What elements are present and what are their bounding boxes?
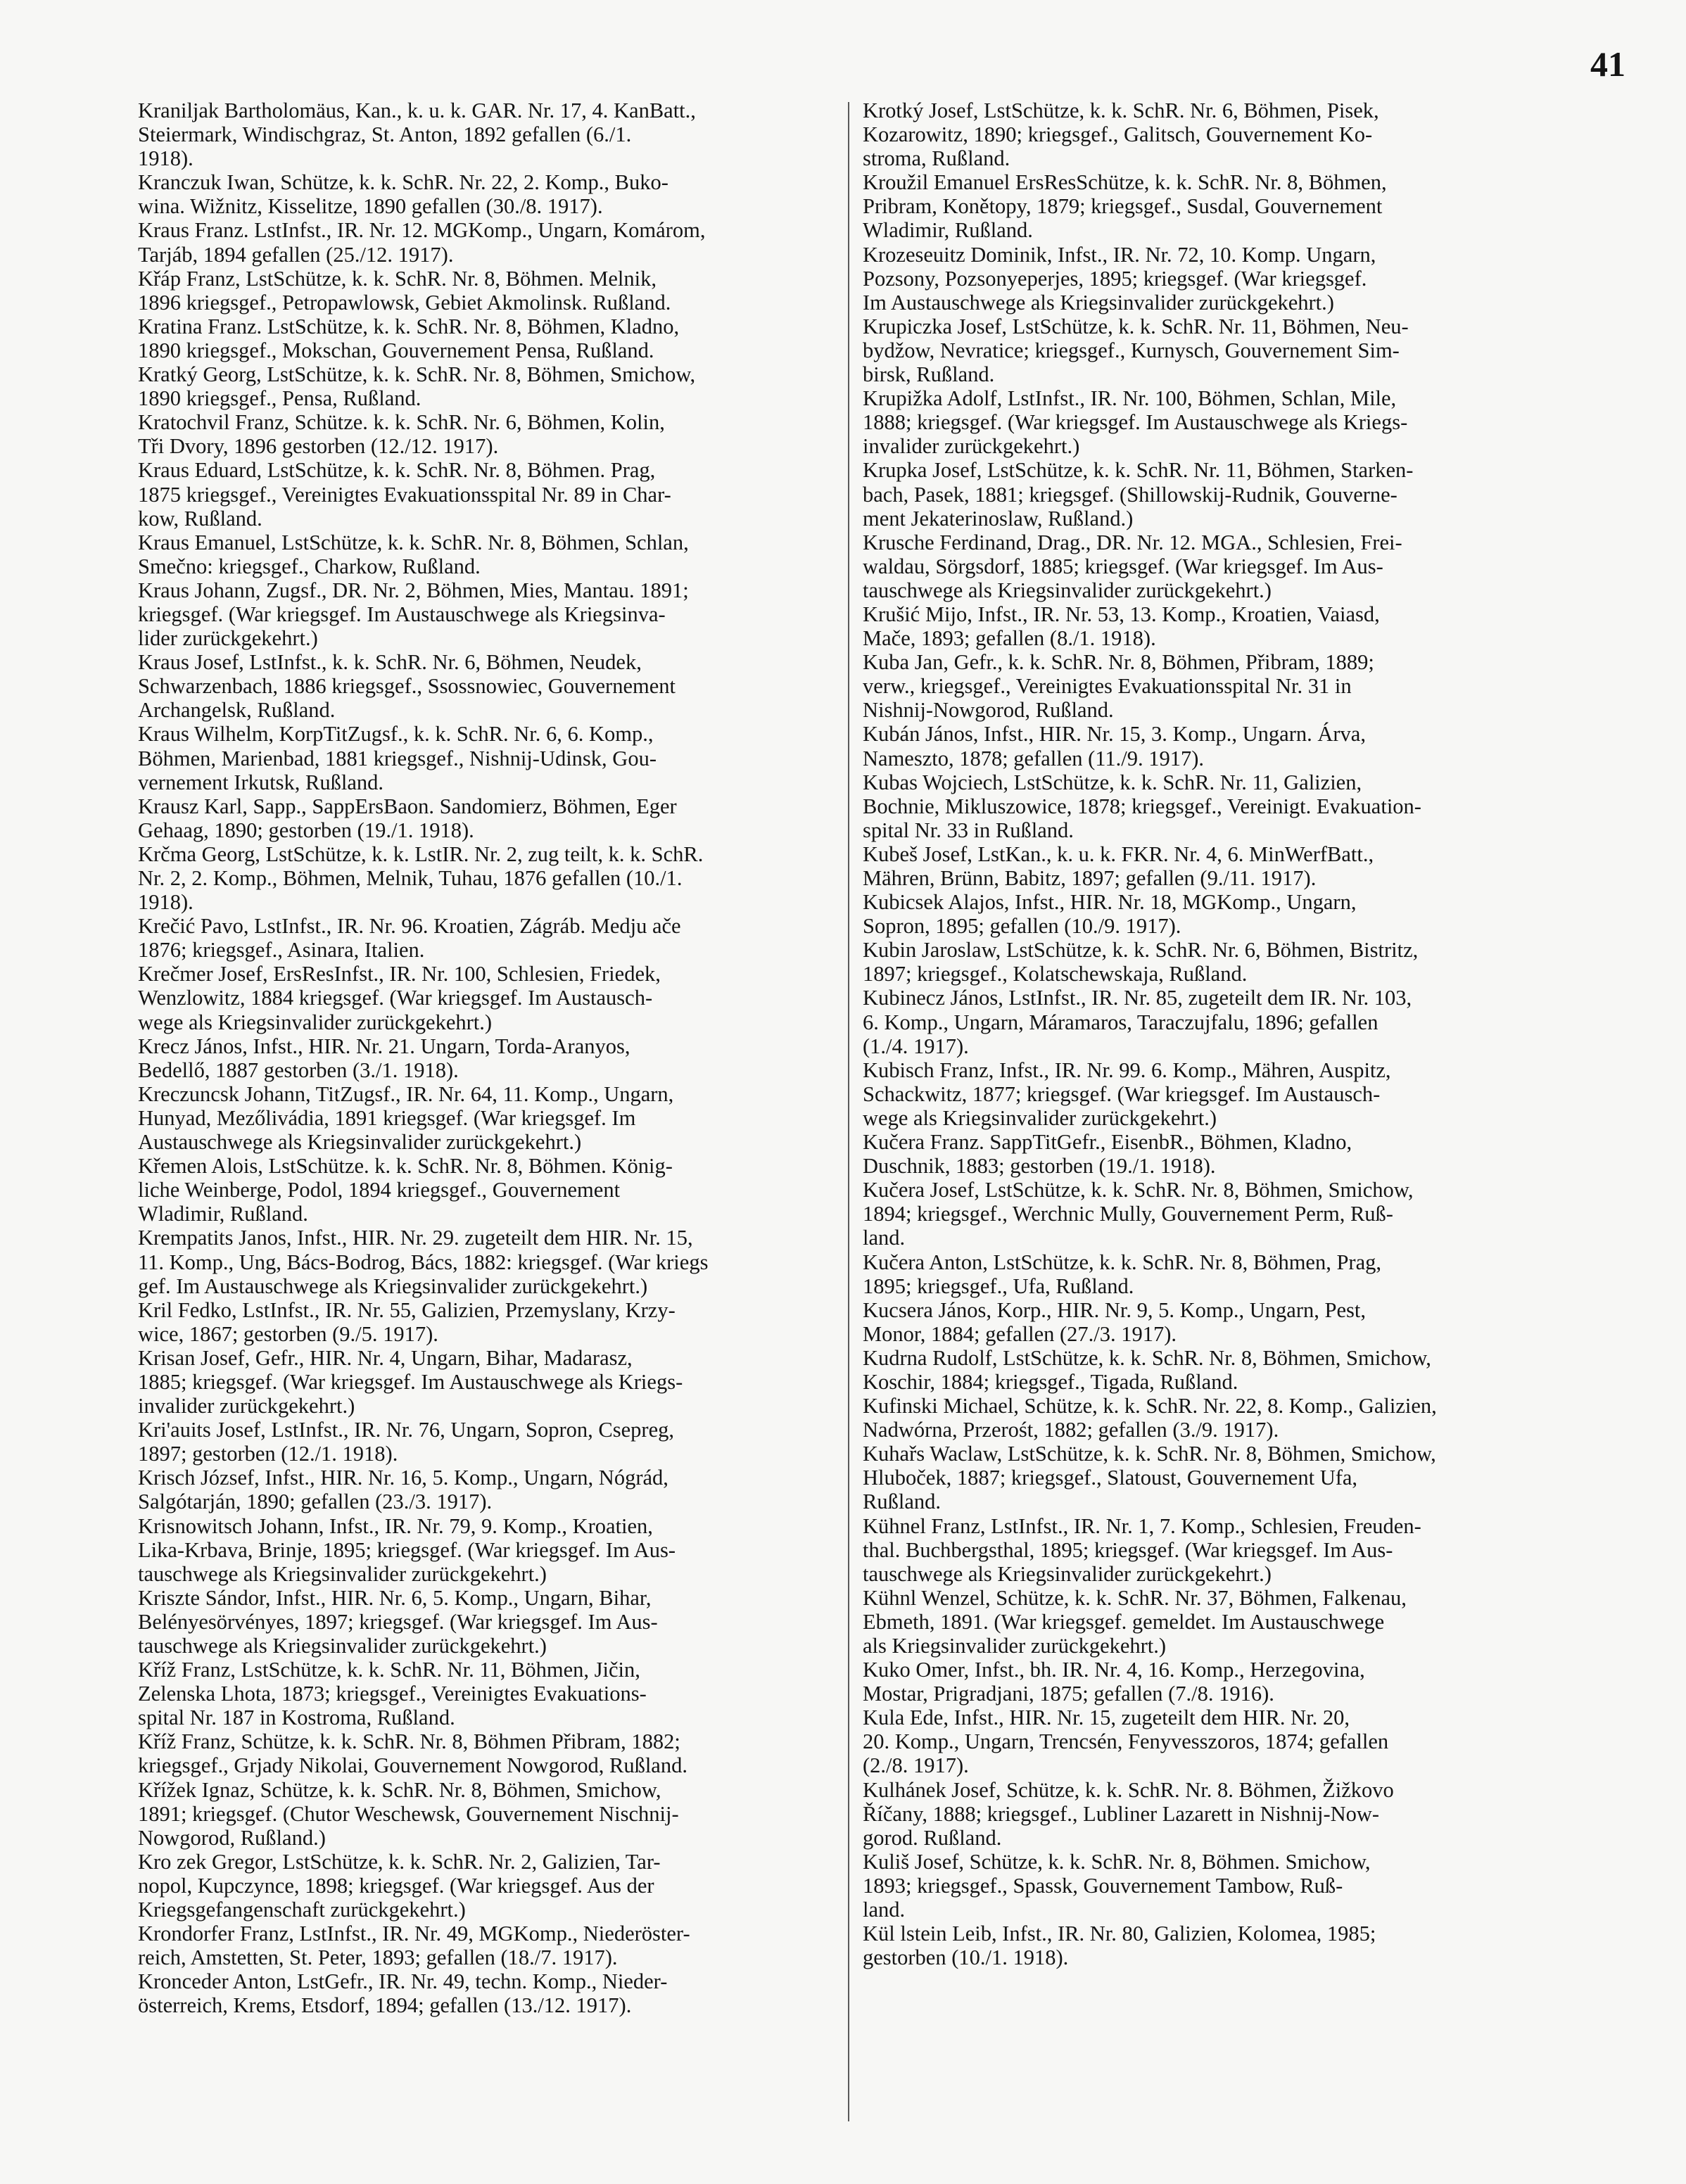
text-line: Pozsony, Pozsonyeperjes, 1895; kriegsgef. (War kriegsgef. bbox=[863, 266, 1367, 291]
text-line: als Kriegsinvalider zurückgekehrt.) bbox=[863, 1634, 1167, 1658]
text-line: Krupižka Adolf, LstInfst., IR. Nr. 100, Böhmen, Schlan, Mile, bbox=[863, 386, 1397, 411]
text-line: Hunyad, Mezőlivádia, 1891 kriegsgef. (War kriegsgef. Im bbox=[138, 1105, 636, 1130]
text-line: Kučera Josef, LstSchütze, k. k. SchR. Nr. 8, Böhmen, Smichow, bbox=[863, 1178, 1414, 1202]
text-line: Kučera Franz. SappTitGefr., EisenbR., Böhmen, Kladno, bbox=[863, 1130, 1352, 1155]
text-line: Austauschwege als Kriegsinvalider zurückgekehrt.) bbox=[138, 1130, 582, 1155]
text-line: tauschwege als Kriegsinvalider zurückgekehrt.) bbox=[863, 1561, 1272, 1586]
text-line: Křáp Franz, LstSchütze, k. k. SchR. Nr. 8, Böhmen. Melnik, bbox=[138, 266, 657, 291]
text-line: Krupka Josef, LstSchütze, k. k. SchR. Nr. 11, Böhmen, Starken- bbox=[863, 458, 1414, 483]
text-line: Tři Dvory, 1896 gestorben (12./12. 1917). bbox=[138, 434, 499, 459]
text-line: Nishnij-Nowgorod, Rußland. bbox=[863, 698, 1114, 723]
text-line: Kříž Franz, Schütze, k. k. SchR. Nr. 8, Böhmen Přibram, 1882; bbox=[138, 1729, 680, 1754]
text-line: thal. Buchbergsthal, 1895; kriegsgef. (War kriegsgef. Im Aus- bbox=[863, 1537, 1393, 1562]
text-line: ment Jekaterinoslaw, Rußland.) bbox=[863, 506, 1134, 531]
text-line: Duschnik, 1883; gestorben (19./1. 1918). bbox=[863, 1154, 1216, 1179]
text-line: Krečić Pavo, LstInfst., IR. Nr. 96. Kroatien, Zágráb. Medju ače bbox=[138, 914, 681, 939]
text-line: Smečno: kriegsgef., Charkow, Rußland. bbox=[138, 554, 481, 578]
text-line: Krausz Karl, Sapp., SappErsBaon. Sandomierz, Böhmen, Eger bbox=[138, 794, 677, 818]
text-line: Kubicsek Alajos, Infst., HIR. Nr. 18, MGKomp., Ungarn, bbox=[863, 890, 1357, 915]
text-line: Kriszte Sándor, Infst., HIR. Nr. 6, 5. Komp., Ungarn, Bihar, bbox=[138, 1585, 652, 1610]
text-line: Kroužil Emanuel ErsResSchütze, k. k. SchR. Nr. 8, Böhmen, bbox=[863, 170, 1387, 195]
text-line: Kubinecz János, LstInfst., IR. Nr. 85, zugeteilt dem IR. Nr. 103, bbox=[863, 986, 1412, 1010]
text-line: Krozeseuitz Dominik, Infst., IR. Nr. 72, 10. Komp. Ungarn, bbox=[863, 242, 1376, 267]
text-line: Ebmeth, 1891. (War kriegsgef. gemeldet. Im Austauschwege bbox=[863, 1609, 1385, 1634]
text-line: Kraus Josef, LstInfst., k. k. SchR. Nr. 6, Böhmen, Neudek, bbox=[138, 650, 642, 675]
text-line: Kufinski Michael, Schütze, k. k. SchR. Nr. 22, 8. Komp., Galizien, bbox=[863, 1394, 1437, 1418]
text-line: invalider zurückgekehrt.) bbox=[863, 434, 1080, 459]
text-line: Gehaag, 1890; gestorben (19./1. 1918). bbox=[138, 818, 474, 842]
text-line: Kratina Franz. LstSchütze, k. k. SchR. Nr. 8, Böhmen, Kladno, bbox=[138, 314, 680, 338]
text-line: Křížek Ignaz, Schütze, k. k. SchR. Nr. 8, Böhmen, Smichow, bbox=[138, 1777, 661, 1802]
text-line: vernement Irkutsk, Rußland. bbox=[138, 770, 384, 794]
text-line: Kubeš Josef, LstKan., k. u. k. FKR. Nr. 4, 6. MinWerfBatt., bbox=[863, 842, 1374, 866]
text-line: 20. Komp., Ungarn, Trencsén, Fenyvesszoros, 1874; gefallen bbox=[863, 1729, 1389, 1754]
text-line: Krupiczka Josef, LstSchütze, k. k. SchR. Nr. 11, Böhmen, Neu- bbox=[863, 314, 1409, 338]
page-number: 41 bbox=[1590, 44, 1625, 84]
text-line: Hluboček, 1887; kriegsgef., Slatoust, Gouvernement Ufa, bbox=[863, 1466, 1358, 1490]
text-line: Wladimir, Rußland. bbox=[863, 218, 1033, 243]
text-line: Sopron, 1895; gefallen (10./9. 1917). bbox=[863, 914, 1181, 939]
text-line: stroma, Rußland. bbox=[863, 146, 1010, 171]
text-line: Krotký Josef, LstSchütze, k. k. SchR. Nr. 6, Böhmen, Pisek, bbox=[863, 99, 1379, 122]
text-line: Kühnel Franz, LstInfst., IR. Nr. 1, 7. Komp., Schlesien, Freuden- bbox=[863, 1513, 1421, 1538]
text-line: (2./8. 1917). bbox=[863, 1753, 969, 1778]
text-line: Kranczuk Iwan, Schütze, k. k. SchR. Nr. 22, 2. Komp., Buko- bbox=[138, 170, 668, 195]
text-line: Kula Ede, Infst., HIR. Nr. 15, zugeteilt dem HIR. Nr. 20, bbox=[863, 1706, 1350, 1730]
text-line: bydžow, Nevratice; kriegsgef., Kurnysch, Gouvernement Sim- bbox=[863, 338, 1400, 362]
text-line: Kril Fedko, LstInfst., IR. Nr. 55, Galizien, Przemyslany, Krzy- bbox=[138, 1297, 676, 1322]
text-line: tauschwege als Kriegsinvalider zurückgekehrt.) bbox=[863, 578, 1272, 602]
text-line: verw., kriegsgef., Vereinigtes Evakuationsspital Nr. 31 in bbox=[863, 674, 1352, 699]
text-line: gestorben (10./1. 1918). bbox=[863, 1945, 1069, 1970]
text-line: bach, Pasek, 1881; kriegsgef. (Shillowskij-Rudnik, Gouverne- bbox=[863, 482, 1397, 507]
text-line: Krečmer Josef, ErsResInfst., IR. Nr. 100, Schlesien, Friedek, bbox=[138, 962, 661, 986]
text-line: 1890 kriegsgef., Mokschan, Gouvernement Pensa, Rußland. bbox=[138, 338, 654, 362]
text-line: Archangelsk, Rußland. bbox=[138, 698, 336, 723]
text-line: Kubin Jaroslaw, LstSchütze, k. k. SchR. Nr. 6, Böhmen, Bistritz, bbox=[863, 938, 1419, 963]
text-line: reich, Amstetten, St. Peter, 1893; gefallen (18./7. 1917). bbox=[138, 1945, 618, 1970]
text-line: Kubas Wojciech, LstSchütze, k. k. SchR. Nr. 11, Galizien, bbox=[863, 770, 1362, 794]
text-line: 6. Komp., Ungarn, Máramaros, Taraczujfalu, 1896; gefallen bbox=[863, 1010, 1378, 1034]
text-line: Kri'auits Josef, LstInfst., IR. Nr. 76, Ungarn, Sopron, Csepreg, bbox=[138, 1418, 674, 1442]
text-line: Schwarzenbach, 1886 kriegsgef., Ssossnowiec, Gouvernement bbox=[138, 674, 676, 699]
text-line: 1918). bbox=[138, 890, 194, 915]
text-line: 1897; gestorben (12./1. 1918). bbox=[138, 1442, 398, 1466]
text-line: Krčma Georg, LstSchütze, k. k. LstIR. Nr. 2, zug teilt, k. k. SchR. bbox=[138, 842, 704, 866]
text-line: 1891; kriegsgef. (Chutor Weschewsk, Gouvernement Nischnij- bbox=[138, 1801, 679, 1826]
text-line: tauschwege als Kriegsinvalider zurückgekehrt.) bbox=[138, 1561, 547, 1586]
text-line: 1885; kriegsgef. (War kriegsgef. Im Austauschwege als Kriegs- bbox=[138, 1369, 683, 1394]
text-line: wege als Kriegsinvalider zurückgekehrt.) bbox=[138, 1010, 493, 1034]
text-line: Nadwórna, Przerośt, 1882; gefallen (3./9. 1917). bbox=[863, 1418, 1279, 1442]
text-line: Říčany, 1888; kriegsgef., Lubliner Lazarett in Nishnij-Now- bbox=[863, 1801, 1380, 1826]
text-line: Kucsera János, Korp., HIR. Nr. 9, 5. Komp., Ungarn, Pest, bbox=[863, 1297, 1366, 1322]
text-line: Rußland. bbox=[863, 1490, 941, 1514]
text-line: Kraus Wilhelm, KorpTitZugsf., k. k. SchR. Nr. 6, 6. Komp., bbox=[138, 722, 654, 747]
text-line: Kraus Johann, Zugsf., DR. Nr. 2, Böhmen, Mies, Mantau. 1891; bbox=[138, 578, 689, 602]
text-line: Kříž Franz, LstSchütze, k. k. SchR. Nr. 11, Böhmen, Jičin, bbox=[138, 1658, 640, 1682]
text-line: Zelenska Lhota, 1873; kriegsgef., Vereinigtes Evakuations- bbox=[138, 1682, 647, 1706]
text-line: Kühnl Wenzel, Schütze, k. k. SchR. Nr. 37, Böhmen, Falkenau, bbox=[863, 1585, 1407, 1610]
text-line: waldau, Sörgsdorf, 1885; kriegsgef. (War kriegsgef. Im Aus- bbox=[863, 554, 1383, 578]
text-line: Schackwitz, 1877; kriegsgef. (War kriegsgef. Im Austausch- bbox=[863, 1081, 1381, 1106]
text-line: 1890 kriegsgef., Pensa, Rußland. bbox=[138, 386, 422, 411]
text-line: tauschwege als Kriegsinvalider zurückgekehrt.) bbox=[138, 1634, 547, 1658]
text-line: invalider zurückgekehrt.) bbox=[138, 1394, 355, 1418]
text-line: Böhmen, Marienbad, 1881 kriegsgef., Nishnij-Udinsk, Gou- bbox=[138, 746, 657, 770]
text-line: Pribram, Konětopy, 1879; kriegsgef., Susdal, Gouvernement bbox=[863, 194, 1383, 219]
text-line: 1888; kriegsgef. (War kriegsgef. Im Austauschwege als Kriegs- bbox=[863, 410, 1408, 435]
text-line: Steiermark, Windischgraz, St. Anton, 1892 gefallen (6./1. bbox=[138, 122, 632, 147]
text-line: Krempatits Janos, Infst., HIR. Nr. 29. zugeteilt dem HIR. Nr. 15, bbox=[138, 1226, 693, 1250]
text-line: spital Nr. 187 in Kostroma, Rußland. bbox=[138, 1706, 455, 1730]
text-line: 1896 kriegsgef., Petropawlowsk, Gebiet Akmolinsk. Rußland. bbox=[138, 290, 671, 315]
text-line: kow, Rußland. bbox=[138, 506, 262, 531]
text-line: Kratochvil Franz, Schütze. k. k. SchR. Nr. 6, Böhmen, Kolin, bbox=[138, 410, 665, 435]
text-line: nopol, Kupczynce, 1898; kriegsgef. (War kriegsgef. Aus der bbox=[138, 1873, 654, 1898]
text-line: Kuba Jan, Gefr., k. k. SchR. Nr. 8, Böhmen, Přibram, 1889; bbox=[863, 650, 1374, 675]
text-line: Koschir, 1884; kriegsgef., Tigada, Rußland. bbox=[863, 1369, 1238, 1394]
text-line: Kuko Omer, Infst., bh. IR. Nr. 4, 16. Komp., Herzegovina, bbox=[863, 1658, 1365, 1682]
text-line: liche Weinberge, Podol, 1894 kriegsgef., Gouvernement bbox=[138, 1178, 621, 1202]
text-line: Belényesörvényes, 1897; kriegsgef. (War kriegsgef. Im Aus- bbox=[138, 1609, 658, 1634]
text-line: gef. Im Austauschwege als Kriegsinvalider zurückgekehrt.) bbox=[138, 1274, 648, 1298]
text-line: Mostar, Prigradjani, 1875; gefallen (7./8. 1916). bbox=[863, 1682, 1274, 1706]
text-line: Kronceder Anton, LstGefr., IR. Nr. 49, techn. Komp., Nieder- bbox=[138, 1969, 668, 1994]
text-line: land. bbox=[863, 1898, 906, 1922]
text-line: österreich, Krems, Etsdorf, 1894; gefallen (13./12. 1917). bbox=[138, 1993, 632, 2018]
text-line: Mähren, Brünn, Babitz, 1897; gefallen (9./11. 1917). bbox=[863, 866, 1317, 890]
text-line: Kučera Anton, LstSchütze, k. k. SchR. Nr. 8, Böhmen, Prag, bbox=[863, 1250, 1381, 1274]
text-line: 1918). bbox=[138, 146, 194, 171]
text-line: Kratký Georg, LstSchütze, k. k. SchR. Nr. 8, Böhmen, Smichow, bbox=[138, 362, 696, 387]
text-line: Kudrna Rudolf, LstSchütze, k. k. SchR. Nr. 8, Böhmen, Smichow, bbox=[863, 1345, 1431, 1370]
text-line: Lika-Krbava, Brinje, 1895; kriegsgef. (War kriegsgef. Im Aus- bbox=[138, 1537, 676, 1562]
text-line: kriegsgef., Grjady Nikolai, Gouvernement Nowgorod, Rußland. bbox=[138, 1753, 687, 1778]
text-line: 1894; kriegsgef., Werchnic Mully, Gouvernement Perm, Ruß- bbox=[863, 1202, 1393, 1226]
text-line: Nowgorod, Rußland.) bbox=[138, 1825, 326, 1850]
text-line: Kro zek Gregor, LstSchütze, k. k. SchR. Nr. 2, Galizien, Tar- bbox=[138, 1849, 661, 1874]
text-line: Krisan Josef, Gefr., HIR. Nr. 4, Ungarn, Bihar, Madarasz, bbox=[138, 1345, 633, 1370]
text-line: Kuhařs Waclaw, LstSchütze, k. k. SchR. Nr. 8, Böhmen, Smichow, bbox=[863, 1442, 1436, 1466]
text-line: Krondorfer Franz, LstInfst., IR. Nr. 49, MGKomp., Niederöster- bbox=[138, 1922, 690, 1946]
text-line: 1893; kriegsgef., Spassk, Gouvernement Tambow, Ruß- bbox=[863, 1873, 1343, 1898]
text-line: birsk, Rußland. bbox=[863, 362, 995, 387]
text-line: Krecz János, Infst., HIR. Nr. 21. Ungarn, Torda-Aranyos, bbox=[138, 1034, 630, 1058]
text-line: Krušić Mijo, Infst., IR. Nr. 53, 13. Komp., Kroatien, Vaiasd, bbox=[863, 602, 1380, 626]
text-line: Kriegsgefangenschaft zurückgekehrt.) bbox=[138, 1898, 466, 1922]
text-line: 1876; kriegsgef., Asinara, Italien. bbox=[138, 938, 425, 963]
text-line: Kül lstein Leib, Infst., IR. Nr. 80, Galizien, Kolomea, 1985; bbox=[863, 1922, 1376, 1946]
text-line: kriegsgef. (War kriegsgef. Im Austauschwege als Kriegsinva- bbox=[138, 602, 666, 626]
text-line: Mače, 1893; gefallen (8./1. 1918). bbox=[863, 626, 1156, 651]
text-line: land. bbox=[863, 1226, 906, 1250]
left-column bbox=[138, 99, 842, 2018]
text-line: Wenzlowitz, 1884 kriegsgef. (War kriegsgef. Im Austausch- bbox=[138, 986, 653, 1010]
text-line: Kuliš Josef, Schütze, k. k. SchR. Nr. 8, Böhmen. Smichow, bbox=[863, 1849, 1371, 1874]
text-line: Krusche Ferdinand, Drag., DR. Nr. 12. MGA., Schlesien, Frei- bbox=[863, 530, 1402, 554]
text-line: 11. Komp., Ung, Bács-Bodrog, Bács, 1882: kriegsgef. (War kriegs bbox=[138, 1250, 709, 1274]
text-line: Bedellő, 1887 gestorben (3./1. 1918). bbox=[138, 1058, 459, 1082]
text-line: Nameszto, 1878; gefallen (11./9. 1917). bbox=[863, 746, 1205, 770]
text-line: Kulhánek Josef, Schütze, k. k. SchR. Nr. 8. Böhmen, Žižkovo bbox=[863, 1777, 1394, 1802]
text-line: 1897; kriegsgef., Kolatschewskaja, Rußland. bbox=[863, 962, 1248, 986]
text-line: Kraniljak Bartholomäus, Kan., k. u. k. GAR. Nr. 17, 4. KanBatt., bbox=[138, 99, 696, 122]
text-line: Kraus Franz. LstInfst., IR. Nr. 12. MGKomp., Ungarn, Komárom, bbox=[138, 218, 706, 243]
text-line: Monor, 1884; gefallen (27./3. 1917). bbox=[863, 1321, 1177, 1346]
text-line: spital Nr. 33 in Rußland. bbox=[863, 818, 1074, 842]
text-line: 1895; kriegsgef., Ufa, Rußland. bbox=[863, 1274, 1134, 1298]
text-line: lider zurückgekehrt.) bbox=[138, 626, 318, 651]
text-line: Bochnie, Mikluszowice, 1878; kriegsgef., Vereinigt. Evakuation- bbox=[863, 794, 1421, 818]
text-line: Kozarowitz, 1890; kriegsgef., Galitsch, Gouvernement Ko- bbox=[863, 122, 1373, 147]
text-line: 1875 kriegsgef., Vereinigtes Evakuationsspital Nr. 89 in Char- bbox=[138, 482, 671, 507]
text-line: Krisch József, Infst., HIR. Nr. 16, 5. Komp., Ungarn, Nógrád, bbox=[138, 1466, 668, 1490]
text-line: Kraus Eduard, LstSchütze, k. k. SchR. Nr. 8, Böhmen. Prag, bbox=[138, 458, 656, 483]
text-line: Tarjáb, 1894 gefallen (25./12. 1917). bbox=[138, 242, 454, 267]
text-line: Nr. 2, 2. Komp., Böhmen, Melnik, Tuhau, 1876 gefallen (10./1. bbox=[138, 866, 683, 890]
column-divider bbox=[848, 102, 849, 2121]
text-line: gorod. Rußland. bbox=[863, 1825, 1002, 1850]
text-line: Kubán János, Infst., HIR. Nr. 15, 3. Komp., Ungarn. Árva, bbox=[863, 722, 1366, 747]
text-line: wina. Wižnitz, Kisselitze, 1890 gefallen (30./8. 1917). bbox=[138, 194, 603, 219]
text-line: Kreczuncsk Johann, TitZugsf., IR. Nr. 64, 11. Komp., Ungarn, bbox=[138, 1081, 674, 1106]
text-line: Im Austauschwege als Kriegsinvalider zurückgekehrt.) bbox=[863, 290, 1334, 315]
text-line: Wladimir, Rußland. bbox=[138, 1202, 308, 1226]
right-column bbox=[863, 99, 1566, 1969]
text-line: wice, 1867; gestorben (9./5. 1917). bbox=[138, 1321, 438, 1346]
text-line: Salgótarján, 1890; gefallen (23./3. 1917). bbox=[138, 1490, 493, 1514]
text-line: (1./4. 1917). bbox=[863, 1034, 969, 1058]
text-line: wege als Kriegsinvalider zurückgekehrt.) bbox=[863, 1105, 1217, 1130]
text-line: Křemen Alois, LstSchütze. k. k. SchR. Nr. 8, Böhmen. König- bbox=[138, 1154, 673, 1179]
text-line: Kubisch Franz, Infst., IR. Nr. 99. 6. Komp., Mähren, Auspitz, bbox=[863, 1058, 1391, 1082]
text-line: Krisnowitsch Johann, Infst., IR. Nr. 79, 9. Komp., Kroatien, bbox=[138, 1513, 653, 1538]
text-line: Kraus Emanuel, LstSchütze, k. k. SchR. Nr. 8, Böhmen, Schlan, bbox=[138, 530, 689, 554]
